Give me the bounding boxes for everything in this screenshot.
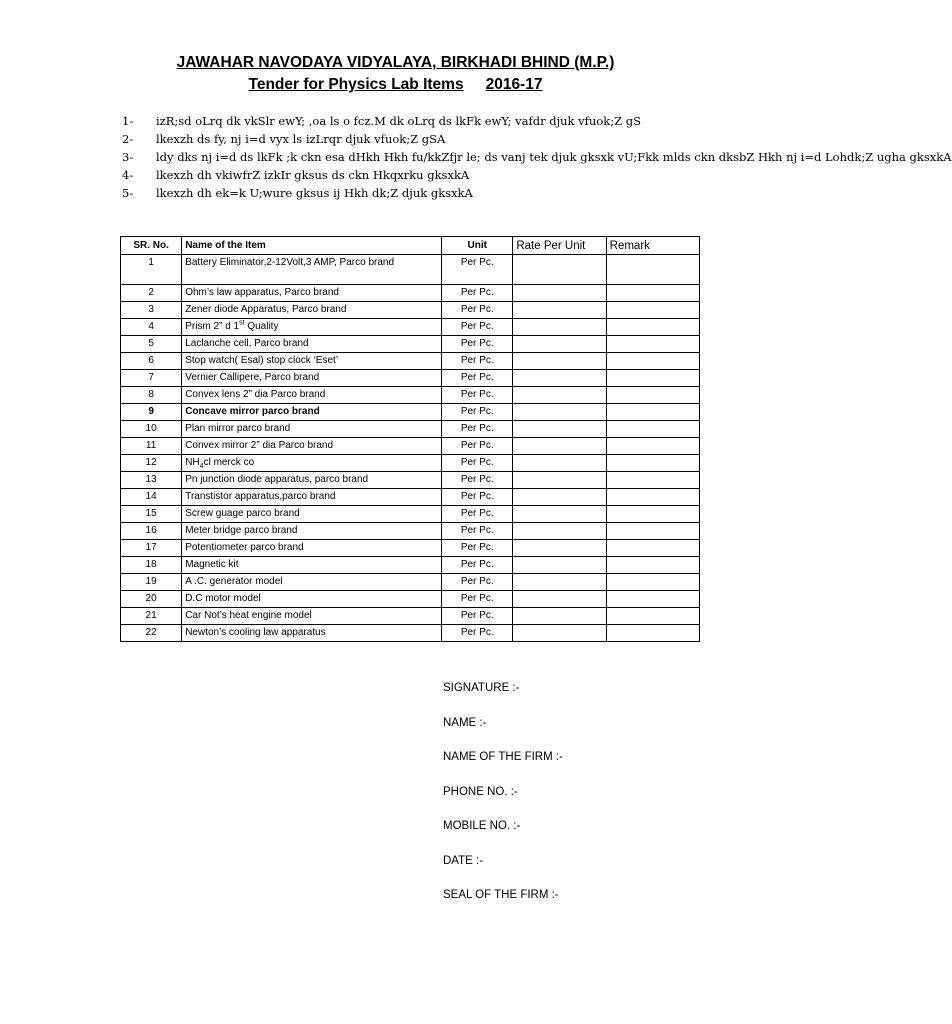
nh4-text: NH bbox=[185, 457, 200, 468]
row-sr-no: 6 bbox=[121, 353, 182, 370]
header-item-name: Name of the Item bbox=[182, 237, 442, 255]
row-remark-cell[interactable] bbox=[606, 557, 699, 574]
row-item-name: Car Not’s heat engine model bbox=[182, 608, 442, 625]
instruction-item bbox=[122, 148, 952, 166]
row-item-name bbox=[182, 319, 442, 336]
prism-text-suffix: Quality bbox=[244, 321, 279, 332]
row-unit: Per Pc. bbox=[442, 319, 513, 336]
row-rate-cell[interactable] bbox=[513, 387, 606, 404]
row-unit: Per Pc. bbox=[442, 608, 513, 625]
instruction-text: lkexzh dh vkiwfrZ izkIr gksus ds ckn Hkqxrku gksxkA bbox=[156, 168, 470, 182]
table-row bbox=[121, 319, 700, 336]
row-sr-no: 21 bbox=[121, 608, 182, 625]
table-row bbox=[121, 608, 700, 625]
row-sr-no: 20 bbox=[121, 591, 182, 608]
row-rate-cell[interactable] bbox=[513, 336, 606, 353]
row-rate-cell[interactable] bbox=[513, 608, 606, 625]
row-remark-cell[interactable] bbox=[606, 455, 699, 472]
row-unit: Per Pc. bbox=[442, 591, 513, 608]
row-item-name: A .C. generator model bbox=[182, 574, 442, 591]
signature-block bbox=[443, 682, 563, 924]
row-unit: Per Pc. bbox=[442, 540, 513, 557]
prism-text: Prism 2” d 1 bbox=[185, 321, 240, 332]
table-row bbox=[121, 370, 700, 387]
phone-label: PHONE NO. :- bbox=[443, 785, 518, 798]
name-label: NAME :- bbox=[443, 716, 487, 729]
items-table bbox=[120, 236, 700, 642]
table-row bbox=[121, 285, 700, 302]
row-rate-cell[interactable] bbox=[513, 353, 606, 370]
mobile-label: MOBILE NO. :- bbox=[443, 820, 521, 832]
header-sr-no: SR. No. bbox=[121, 237, 182, 255]
row-unit: Per Pc. bbox=[442, 557, 513, 574]
row-unit: Per Pc. bbox=[442, 353, 513, 370]
row-unit: Per Pc. bbox=[442, 438, 513, 455]
row-remark-cell[interactable] bbox=[606, 387, 699, 404]
header-unit: Unit bbox=[442, 237, 513, 255]
table-row bbox=[121, 489, 700, 506]
table-row bbox=[121, 574, 700, 591]
row-sr-no: 7 bbox=[121, 370, 182, 387]
row-remark-cell[interactable] bbox=[606, 625, 699, 642]
row-remark-cell[interactable] bbox=[606, 438, 699, 455]
instruction-number: 1- bbox=[122, 114, 134, 128]
row-unit: Per Pc. bbox=[442, 574, 513, 591]
row-rate-cell[interactable] bbox=[513, 421, 606, 438]
instruction-item bbox=[122, 184, 952, 202]
table-row bbox=[121, 506, 700, 523]
row-sr-no: 18 bbox=[121, 557, 182, 574]
row-rate-cell[interactable] bbox=[513, 540, 606, 557]
row-sr-no: 14 bbox=[121, 489, 182, 506]
row-item-name: Potentiometer parco brand bbox=[182, 540, 442, 557]
row-unit: Per Pc. bbox=[442, 472, 513, 489]
row-item-name: Transtistor apparatus,parco brand bbox=[182, 489, 442, 506]
row-sr-no: 5 bbox=[121, 336, 182, 353]
row-rate-cell[interactable] bbox=[513, 285, 606, 302]
row-item-name: Screw guage parco brand bbox=[182, 506, 442, 523]
row-remark-cell[interactable] bbox=[606, 302, 699, 319]
row-item-name: Vernier Callipere, Parco brand bbox=[182, 370, 442, 387]
tender-title bbox=[0, 76, 791, 94]
row-remark-cell[interactable] bbox=[606, 370, 699, 387]
school-heading: JAWAHAR NAVODAYA VIDYALAYA, BIRKHADI BHIND (M.P.) bbox=[176, 54, 615, 71]
seal-label: SEAL OF THE FIRM :- bbox=[443, 889, 559, 901]
row-item-name: Convex mirror 2” dia Parco brand bbox=[182, 438, 442, 455]
row-unit: Per Pc. bbox=[442, 421, 513, 438]
row-remark-cell[interactable] bbox=[606, 591, 699, 608]
row-unit: Per Pc. bbox=[442, 404, 513, 421]
row-rate-cell[interactable] bbox=[513, 319, 606, 336]
instruction-item bbox=[122, 166, 952, 184]
instruction-number: 4- bbox=[122, 168, 134, 182]
row-unit: Per Pc. bbox=[442, 625, 513, 642]
table-row bbox=[121, 523, 700, 540]
row-remark-cell[interactable] bbox=[606, 285, 699, 302]
date-label: DATE :- bbox=[443, 854, 484, 867]
instruction-text: lkexzh dh ek=k U;wure gksus ij Hkh dk;Z djuk gksxkA bbox=[156, 186, 473, 200]
row-sr-no: 16 bbox=[121, 523, 182, 540]
row-remark-cell[interactable] bbox=[606, 574, 699, 591]
tender-year: 2016-17 bbox=[485, 76, 543, 93]
row-rate-cell[interactable] bbox=[513, 625, 606, 642]
instructions-list bbox=[122, 112, 952, 202]
row-rate-cell[interactable] bbox=[513, 255, 606, 285]
row-rate-cell[interactable] bbox=[513, 489, 606, 506]
row-remark-cell[interactable] bbox=[606, 540, 699, 557]
instruction-text: lkexzh ds fy, nj i=d vyx ls izLrqr djuk vfuok;Z gSA bbox=[156, 132, 446, 146]
table-row bbox=[121, 387, 700, 404]
row-item-name: Pn junction diode apparatus, parco brand bbox=[182, 472, 442, 489]
row-item-name: Laclanche cell, Parco brand bbox=[182, 336, 442, 353]
row-item-name: Battery Eliminator,2-12Volt,3 AMP, Parco brand bbox=[182, 255, 442, 285]
table-row bbox=[121, 336, 700, 353]
row-rate-cell[interactable] bbox=[513, 438, 606, 455]
row-item-name bbox=[182, 455, 442, 472]
row-rate-cell[interactable] bbox=[513, 591, 606, 608]
row-unit: Per Pc. bbox=[442, 506, 513, 523]
row-sr-no: 3 bbox=[121, 302, 182, 319]
row-sr-no: 15 bbox=[121, 506, 182, 523]
table-row bbox=[121, 540, 700, 557]
row-rate-cell[interactable] bbox=[513, 574, 606, 591]
instruction-item bbox=[122, 112, 952, 130]
row-unit: Per Pc. bbox=[442, 387, 513, 404]
row-sr-no: 2 bbox=[121, 285, 182, 302]
table-header-row bbox=[121, 237, 700, 255]
row-item-name: Zener diode Apparatus, Parco brand bbox=[182, 302, 442, 319]
row-unit: Per Pc. bbox=[442, 370, 513, 387]
row-sr-no: 10 bbox=[121, 421, 182, 438]
table-row bbox=[121, 557, 700, 574]
row-remark-cell[interactable] bbox=[606, 506, 699, 523]
header-remark: Remark bbox=[606, 237, 699, 255]
table-row bbox=[121, 591, 700, 608]
row-sr-no: 17 bbox=[121, 540, 182, 557]
row-rate-cell[interactable] bbox=[513, 523, 606, 540]
instruction-number: 5- bbox=[122, 186, 134, 200]
row-remark-cell[interactable] bbox=[606, 336, 699, 353]
row-remark-cell[interactable] bbox=[606, 353, 699, 370]
table-row bbox=[121, 302, 700, 319]
table-row bbox=[121, 421, 700, 438]
row-item-name: Magnetic kit bbox=[182, 557, 442, 574]
row-rate-cell[interactable] bbox=[513, 302, 606, 319]
table-row bbox=[121, 625, 700, 642]
row-rate-cell[interactable] bbox=[513, 557, 606, 574]
row-rate-cell[interactable] bbox=[513, 506, 606, 523]
row-unit: Per Pc. bbox=[442, 285, 513, 302]
table-row bbox=[121, 472, 700, 489]
row-remark-cell[interactable] bbox=[606, 404, 699, 421]
row-remark-cell[interactable] bbox=[606, 421, 699, 438]
row-unit: Per Pc. bbox=[442, 336, 513, 353]
row-unit: Per Pc. bbox=[442, 489, 513, 506]
row-item-name: D.C motor model bbox=[182, 591, 442, 608]
row-unit: Per Pc. bbox=[442, 523, 513, 540]
nh4-text-suffix: cl merck co bbox=[203, 457, 255, 468]
row-sr-no: 12 bbox=[121, 455, 182, 472]
row-unit: Per Pc. bbox=[442, 255, 513, 285]
prism-superscript: st bbox=[239, 319, 245, 327]
table-row bbox=[121, 255, 700, 285]
row-sr-no: 19 bbox=[121, 574, 182, 591]
row-item-name: Stop watch( Esal) stop clock ‘Eset’ bbox=[182, 353, 442, 370]
instruction-text: ldy dks nj i=d ds lkFk ;k ckn esa dHkh Hkh fu/kkZfjr le; ds vanj tek djuk gksxk vU;Fkk mlds ckn dksbZ Hkh nj i=d Lohdk;Z ugha gksxkA bbox=[156, 150, 952, 164]
row-rate-cell[interactable] bbox=[513, 370, 606, 387]
row-remark-cell[interactable] bbox=[606, 523, 699, 540]
row-remark-cell[interactable] bbox=[606, 319, 699, 336]
row-item-name: Meter bridge parco brand bbox=[182, 523, 442, 540]
row-unit: Per Pc. bbox=[442, 302, 513, 319]
row-item-name: Newton’s cooling law apparatus bbox=[182, 625, 442, 642]
tender-title-text: Tender for Physics Lab Items bbox=[248, 76, 464, 93]
row-sr-no: 9 bbox=[121, 404, 182, 421]
row-sr-no: 8 bbox=[121, 387, 182, 404]
row-item-name: Convex lens 2” dia Parco brand bbox=[182, 387, 442, 404]
row-unit: Per Pc. bbox=[442, 455, 513, 472]
instruction-item bbox=[122, 130, 952, 148]
signature-label: SIGNATURE :- bbox=[443, 682, 520, 694]
row-item-name: Plan mirror parco brand bbox=[182, 421, 442, 438]
row-remark-cell[interactable] bbox=[606, 608, 699, 625]
row-sr-no: 22 bbox=[121, 625, 182, 642]
row-sr-no: 13 bbox=[121, 472, 182, 489]
instruction-text: izR;sd oLrq dk vkSlr ewY; ,oa ls o fcz.M dk oLrq ds lkFk ewY; vafdr djuk vfuok;Z gS bbox=[156, 114, 641, 128]
table-row bbox=[121, 404, 700, 421]
row-remark-cell[interactable] bbox=[606, 472, 699, 489]
row-item-name: Concave mirror parco brand bbox=[182, 404, 442, 421]
row-rate-cell[interactable] bbox=[513, 404, 606, 421]
table-row bbox=[121, 438, 700, 455]
row-remark-cell[interactable] bbox=[606, 255, 699, 285]
instruction-number: 3- bbox=[122, 150, 134, 164]
row-remark-cell[interactable] bbox=[606, 489, 699, 506]
row-rate-cell[interactable] bbox=[513, 455, 606, 472]
header-rate-per-unit: Rate Per Unit bbox=[513, 237, 606, 255]
instruction-number: 2- bbox=[122, 132, 134, 146]
table-row bbox=[121, 455, 700, 472]
row-sr-no: 4 bbox=[121, 319, 182, 336]
nh4-subscript: 4 bbox=[199, 463, 204, 470]
row-rate-cell[interactable] bbox=[513, 472, 606, 489]
row-sr-no: 11 bbox=[121, 438, 182, 455]
firm-name-label: NAME OF THE FIRM :- bbox=[443, 751, 563, 763]
table-row bbox=[121, 353, 700, 370]
row-sr-no: 1 bbox=[121, 255, 182, 285]
row-item-name: Ohm’s law apparatus, Parco brand bbox=[182, 285, 442, 302]
